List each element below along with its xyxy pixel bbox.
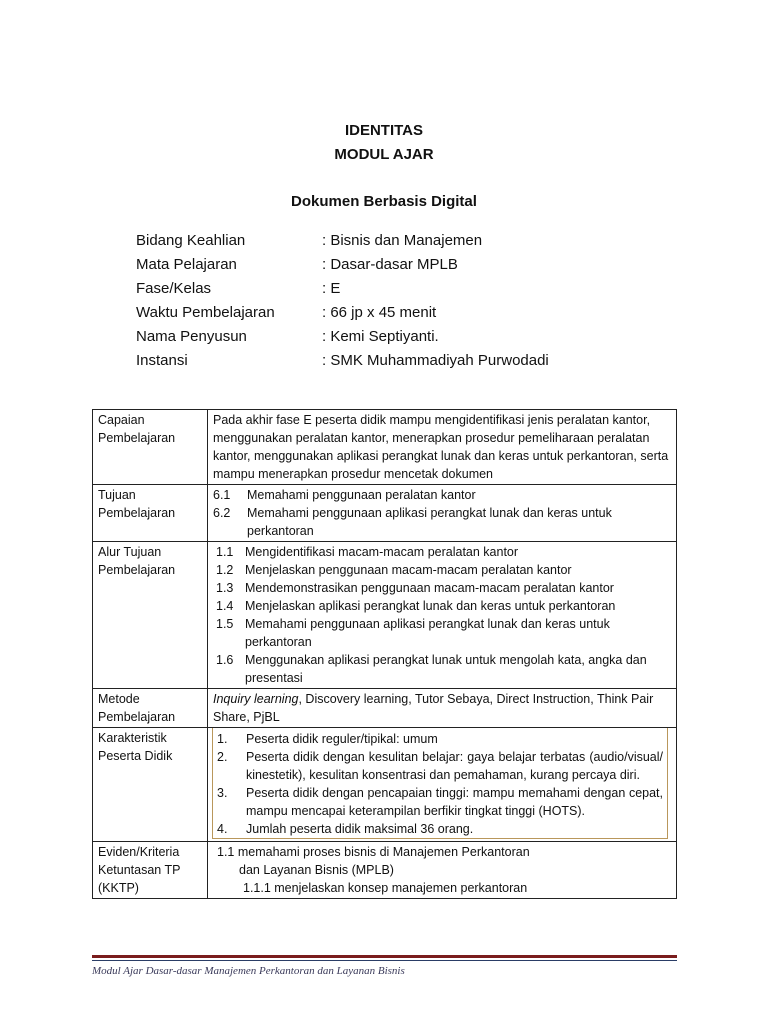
identity-label: Waktu Pembelajaran	[136, 304, 275, 321]
identity-value: : SMK Muhammadiyah Purwodadi	[322, 352, 549, 369]
row-label: Karakteristik Peserta Didik	[93, 728, 208, 842]
table-row	[93, 485, 677, 542]
identity-row	[136, 256, 549, 280]
alur-cell	[208, 542, 677, 689]
table-row	[93, 842, 677, 899]
list-item	[216, 597, 671, 615]
row-label: Alur Tujuan Pembelajaran	[93, 542, 208, 689]
item-text: Peserta didik reguler/tipikal: umum	[246, 732, 438, 746]
row-label: Tujuan Pembelajaran	[93, 485, 208, 542]
identity-label: Fase/Kelas	[136, 280, 212, 297]
item-number: 6.2	[213, 506, 231, 520]
identity-value: : 66 jp x 45 menit	[322, 304, 437, 321]
item-text: Memahami penggunaan peralatan kantor	[247, 488, 476, 502]
capaian-text: Pada akhir fase E peserta didik mampu mengidentifikasi jenis peralatan kantor, menggunakan peralatan kantor, menerapkan prosedur pemeliharaan peralatan kantor, menggunakan aplikasi perangkat lunak dan keras untuk perkantoran, serta mampu menerapkan prosedur mencetak dokumen	[208, 410, 677, 485]
identity-value: : E	[322, 280, 341, 297]
item-text: Peserta didik dengan pencapaian tinggi: mampu memahami dengan cepat, mampu mencapai keterampilan berfikir tingkat tinggi (HOTS).	[246, 786, 663, 818]
item-number: 1.	[217, 732, 228, 746]
metode-text: , Discovery learning, Tutor Sebaya, Direct Instruction, Think Pair Share, PjBL	[213, 692, 654, 724]
metode-cell	[208, 689, 677, 728]
identity-label: Mata Pelajaran	[136, 256, 237, 273]
row-label: Capaian Pembelajaran	[93, 410, 208, 485]
item-text: Memahami penggunaan aplikasi perangkat lunak dan keras untuk perkantoran	[247, 506, 612, 538]
identity-block	[136, 232, 549, 376]
row-label: Eviden/Kriteria Ketuntasan TP (KKTP)	[93, 842, 208, 899]
list-item	[217, 730, 663, 748]
row-label: Metode Pembelajaran	[93, 689, 208, 728]
document-title: IDENTITAS	[344, 122, 424, 139]
eviden-cell	[208, 842, 677, 899]
item-number: 1.3	[216, 581, 234, 595]
module-table	[92, 409, 677, 899]
table-row	[93, 728, 677, 842]
item-number: 3.	[217, 786, 228, 800]
list-item	[216, 651, 671, 687]
table-row	[93, 689, 677, 728]
list-item	[216, 579, 671, 597]
item-number: 4.	[217, 822, 228, 836]
footer-rule	[92, 960, 677, 961]
item-number: 2.	[217, 750, 228, 764]
item-number: 1.2	[216, 563, 234, 577]
identity-row	[136, 328, 549, 352]
karakteristik-cell	[208, 728, 677, 842]
identity-value: : Dasar-dasar MPLB	[322, 256, 458, 273]
tujuan-cell	[208, 485, 677, 542]
item-number: 1.4	[216, 599, 234, 613]
metode-italic: Inquiry learning	[213, 692, 299, 706]
eviden-line: 1.1.1 menjelaskan konsep manajemen perkantoran	[243, 881, 528, 895]
identity-label: Nama Penyusun	[136, 328, 247, 345]
identity-value: : Kemi Septiyanti.	[322, 328, 439, 345]
item-text: Jumlah peserta didik maksimal 36 orang.	[246, 822, 474, 836]
eviden-line: dan Layanan Bisnis (MPLB)	[239, 863, 394, 877]
list-item	[217, 748, 663, 784]
document-subtitle: MODUL AJAR	[334, 146, 434, 163]
item-text: Mendemonstrasikan penggunaan macam-macam peralatan kantor	[245, 581, 614, 595]
identity-value: : Bisnis dan Manajemen	[322, 232, 483, 249]
item-text: Menggunakan aplikasi perangkat lunak untuk mengolah kata, angka dan presentasi	[245, 653, 647, 685]
list-item	[217, 820, 663, 838]
list-item	[216, 615, 671, 651]
item-number: 6.1	[213, 488, 231, 502]
item-number: 1.5	[216, 617, 234, 631]
identity-label: Instansi	[136, 352, 188, 369]
item-text: Memahami penggunaan aplikasi perangkat lunak dan keras untuk perkantoran	[245, 617, 610, 649]
item-text: Mengidentifikasi macam-macam peralatan kantor	[245, 545, 519, 559]
item-number: 1.6	[216, 653, 234, 667]
list-item	[216, 543, 671, 561]
table-row	[93, 410, 677, 485]
identity-row	[136, 304, 549, 328]
identity-row	[136, 280, 549, 304]
page-footer: Modul Ajar Dasar-dasar Manajemen Perkantoran dan Layanan Bisnis	[92, 965, 405, 977]
item-text: Peserta didik dengan kesulitan belajar: gaya belajar terbatas (audio/visual/ kinestetik), kesulitan konsentrasi dan pemahaman, kurang percaya diri.	[246, 750, 663, 782]
list-item	[213, 504, 671, 540]
identity-label: Bidang Keahlian	[136, 232, 246, 249]
identity-row	[136, 232, 549, 256]
karakteristik-box	[212, 727, 668, 839]
item-number: 1.1	[216, 545, 234, 559]
table-row	[93, 542, 677, 689]
identity-row	[136, 352, 549, 376]
eviden-line: 1.1 memahami proses bisnis di Manajemen Perkantoran	[217, 845, 530, 859]
list-item	[213, 486, 671, 504]
document-heading: Dokumen Berbasis Digital	[291, 193, 477, 210]
list-item	[216, 561, 671, 579]
item-text: Menjelaskan aplikasi perangkat lunak dan keras untuk perkantoran	[245, 599, 616, 613]
list-item	[217, 784, 663, 820]
footer-rule	[92, 955, 677, 958]
item-text: Menjelaskan penggunaan macam-macam peralatan kantor	[245, 563, 572, 577]
